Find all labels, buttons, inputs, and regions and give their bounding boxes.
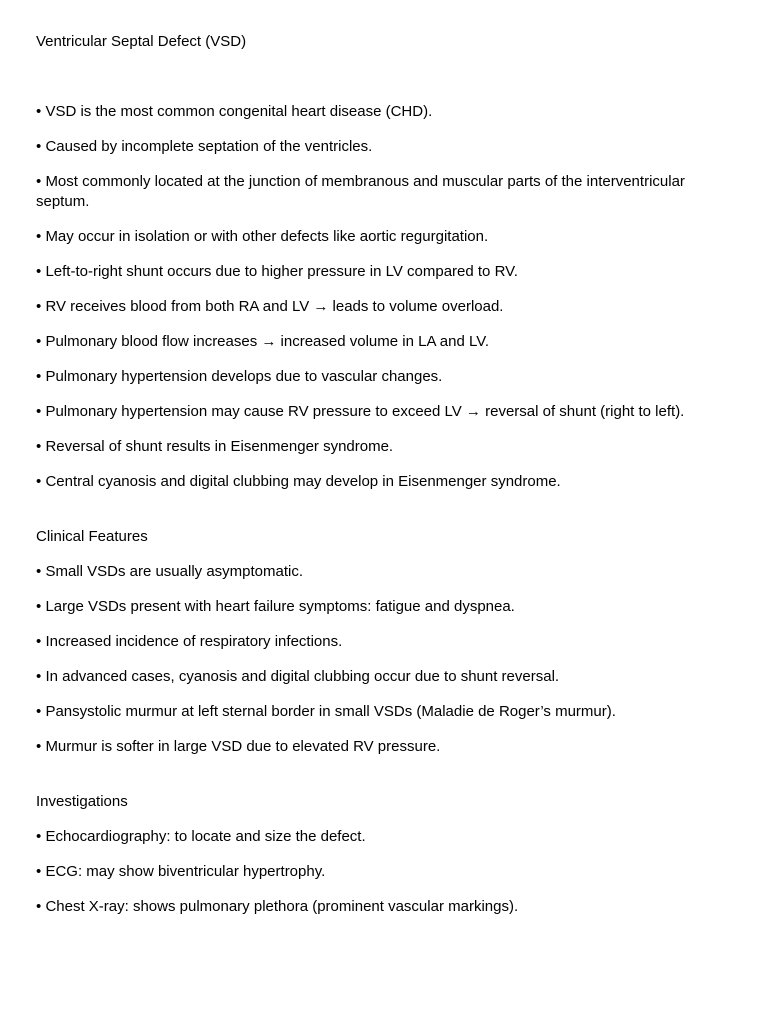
list-item [36, 597, 736, 617]
list-item [36, 437, 736, 457]
list-item [36, 897, 736, 917]
investigations-list [36, 827, 736, 917]
clinical-features-list [36, 562, 736, 757]
bullet-marker: • [36, 473, 42, 490]
list-item [36, 402, 736, 422]
bullet-marker: • [36, 703, 42, 720]
list-item-text: Central cyanosis and digital clubbing may develop in Eisenmenger syndrome. [45, 473, 561, 490]
bullet-marker: • [36, 173, 42, 190]
document-page [36, 32, 736, 932]
list-item [36, 737, 736, 757]
bullet-marker: • [36, 368, 42, 385]
list-item-text: Pansystolic murmur at left sternal border in small VSDs (Maladie de Roger’s murmur). [45, 703, 616, 720]
bullet-marker: • [36, 863, 42, 880]
list-item-text: Pulmonary hypertension develops due to vascular changes. [45, 368, 443, 385]
list-item [36, 297, 736, 317]
intro-bullet-list [36, 102, 736, 492]
bullet-marker: • [36, 103, 42, 120]
list-item [36, 632, 736, 652]
list-item [36, 862, 736, 882]
list-item [36, 667, 736, 687]
list-item-text: Chest X-ray: shows pulmonary plethora (prominent vascular markings). [45, 898, 519, 915]
list-item [36, 332, 736, 352]
list-item [36, 262, 736, 282]
clinical-features-section [36, 527, 736, 757]
list-item-text: Murmur is softer in large VSD due to elevated RV pressure. [45, 738, 441, 755]
bullet-marker: • [36, 138, 42, 155]
bullet-marker: • [36, 438, 42, 455]
bullet-marker: • [36, 598, 42, 615]
list-item-text: Echocardiography: to locate and size the defect. [45, 828, 366, 845]
bullet-marker: • [36, 333, 42, 350]
bullet-marker: • [36, 738, 42, 755]
list-item-text: Small VSDs are usually asymptomatic. [45, 563, 304, 580]
list-item-text: Caused by incomplete septation of the ventricles. [45, 138, 373, 155]
bullet-marker: • [36, 563, 42, 580]
list-item-text: Pulmonary hypertension may cause RV pressure to exceed LV → reversal of shunt (right to left). [45, 403, 685, 420]
list-item [36, 172, 736, 212]
bullet-marker: • [36, 633, 42, 650]
list-item-text: Reversal of shunt results in Eisenmenger syndrome. [45, 438, 394, 455]
list-item-text: ECG: may show biventricular hypertrophy. [45, 863, 326, 880]
list-item-text: VSD is the most common congenital heart disease (CHD). [45, 103, 433, 120]
list-item-text: In advanced cases, cyanosis and digital clubbing occur due to shunt reversal. [45, 668, 560, 685]
list-item [36, 472, 736, 492]
bullet-marker: • [36, 828, 42, 845]
bullet-marker: • [36, 403, 42, 420]
bullet-marker: • [36, 898, 42, 915]
bullet-marker: • [36, 263, 42, 280]
bullet-marker: • [36, 298, 42, 315]
bullet-marker: • [36, 668, 42, 685]
list-item-text: Increased incidence of respiratory infections. [45, 633, 343, 650]
list-item-text: Pulmonary blood flow increases → increased volume in LA and LV. [45, 333, 490, 350]
list-item-text: RV receives blood from both RA and LV → leads to volume overload. [45, 298, 504, 315]
list-item-text: Most commonly located at the junction of membranous and muscular parts of the interventricular septum. [36, 173, 685, 210]
document-title: Ventricular Septal Defect (VSD) [36, 33, 247, 50]
list-item-text: Left-to-right shunt occurs due to higher pressure in LV compared to RV. [45, 263, 518, 280]
section-heading: Clinical Features [36, 528, 148, 545]
investigations-section [36, 792, 736, 917]
section-heading: Investigations [36, 793, 128, 810]
list-item [36, 827, 736, 847]
list-item-text: Large VSDs present with heart failure symptoms: fatigue and dyspnea. [45, 598, 515, 615]
list-item [36, 137, 736, 157]
list-item-text: May occur in isolation or with other defects like aortic regurgitation. [45, 228, 489, 245]
list-item [36, 102, 736, 122]
list-item [36, 367, 736, 387]
bullet-marker: • [36, 228, 42, 245]
list-item [36, 702, 736, 722]
list-item [36, 227, 736, 247]
list-item [36, 562, 736, 582]
